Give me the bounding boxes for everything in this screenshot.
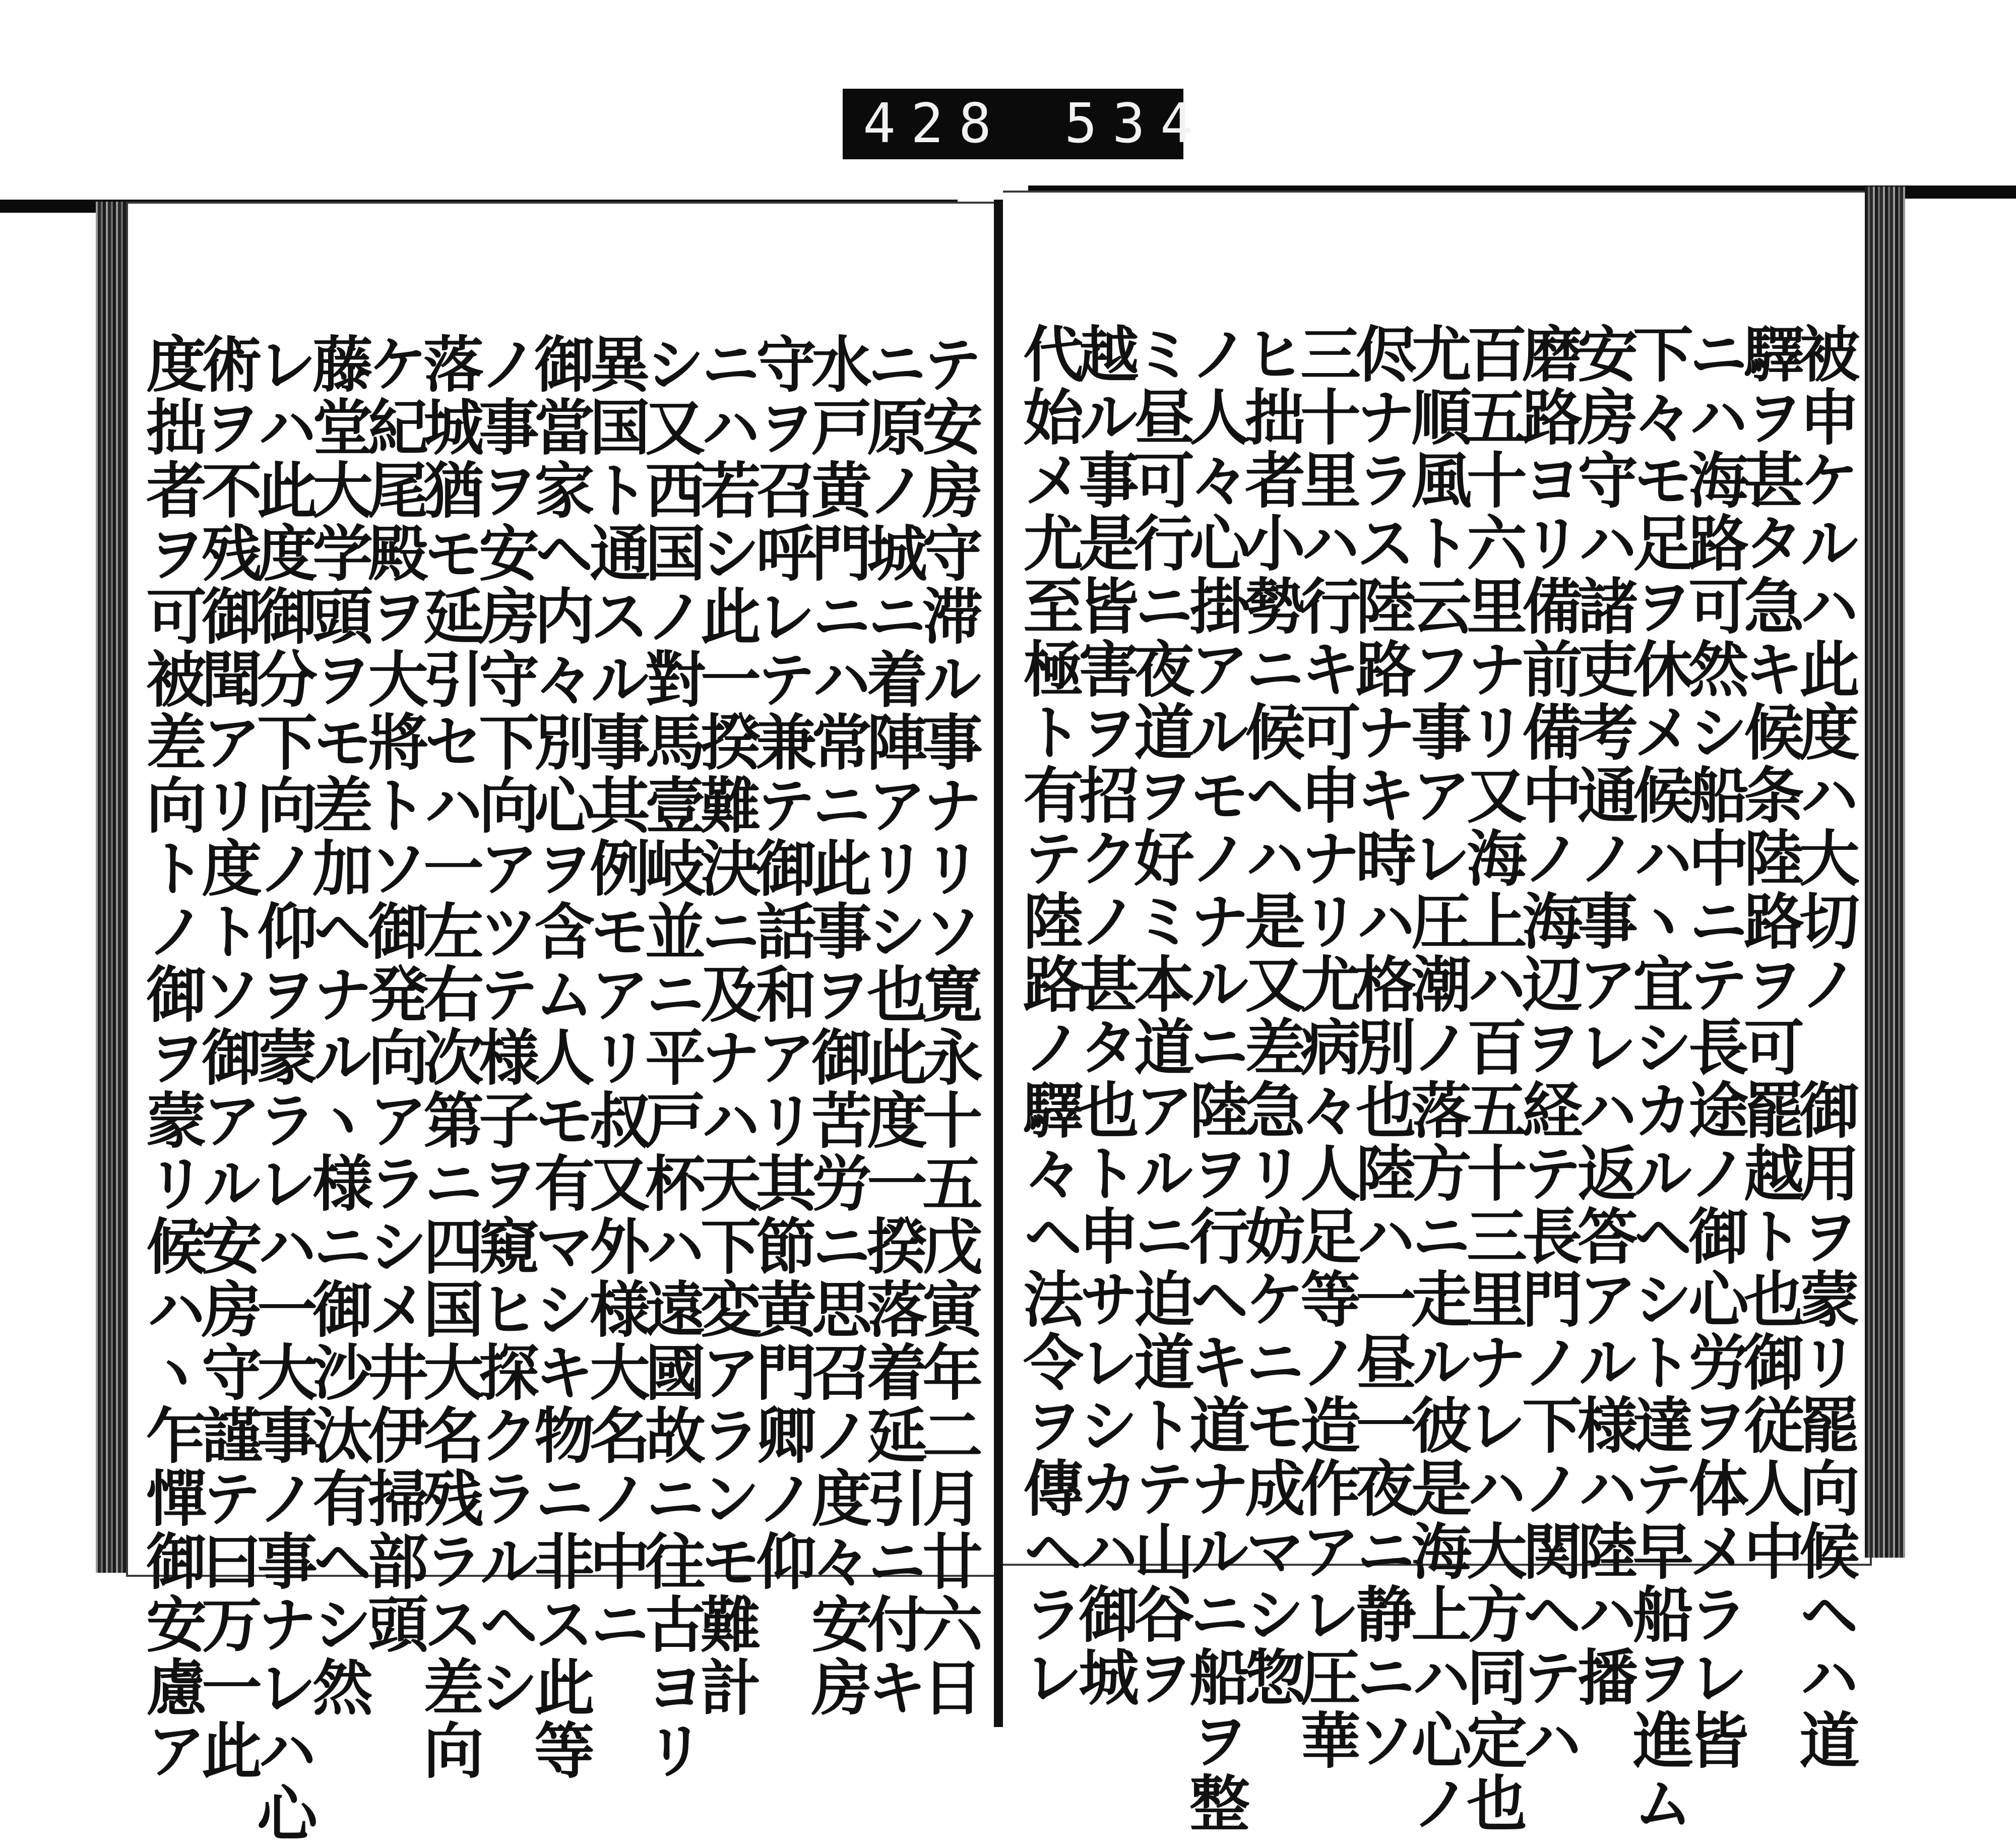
text-column: ニハ若シ此一揆難決ニ及ナハ天下変アランモ難計 [690, 333, 762, 1719]
frame-number-label [843, 89, 1209, 159]
text-column: ケ紀尾殿ヲ大將トソ御発向アラシメ井伊掃部頭 [358, 333, 429, 1656]
frame-number-left: 428 [863, 92, 1007, 155]
text-column: 越ル事是皆害ヲ招クノ甚タ也ト申サレシカハ御城 [1068, 323, 1140, 1709]
text-column: 御當家ヘ内々別心ヲ含ム人モ有マシキ物ニ非ス此等 [524, 333, 595, 1782]
text-column: シ又西国ノ對馬壹岐並ニ平戸杯ハ遠國故ニ往古ヨリ [635, 333, 706, 1782]
text-column: 被申ケルハ此度ハ大切ノ 御用ヲ蒙リ罷向候ヘハ道 [1789, 323, 1860, 1772]
frame-number-right: 534 [1064, 92, 1209, 155]
page-stack-left [96, 202, 126, 1573]
page-stack-right [1865, 187, 1905, 1558]
text-column: 百五十六里ナリ又海上ハ百五十三里ナレハ大方同定也 [1457, 323, 1528, 1835]
text-column: 術ヲ不残御聞アリ度トソ御アル安房守謹テ曰万一此 [192, 333, 263, 1782]
text-column: 異国ト通スル事其例モアリ叔又外様大名ノ中ニ [580, 333, 651, 1656]
text-column: ノ人々心掛アルモノナルニ陸ヲ行ヘキ道ナルニ船ヲ整 [1179, 323, 1250, 1835]
text-column: ミ昼可行ニ夜道ヲ好ミ本道アルニ迫道トテ山谷ヲ [1124, 323, 1195, 1709]
text-column: 度拙者ヲ可被差向トノ御ヲ蒙リ候ハヽ乍憚御安慮ア [136, 333, 207, 1782]
text-column: 安房守ハ諸吏考通ノ事アレハ返答アル様ハ陸ハ播 [1567, 323, 1639, 1709]
text-column: 下々モ足ヲ休メ候ハヽ宜シカルヘシト達テ早船ヲ進ム [1623, 323, 1694, 1835]
right-page-text [1013, 323, 1860, 1835]
text-column: 侭ナラス陸路ナキ時ハ格別也陸ハ一昼一夜ニ静ニソ [1346, 323, 1417, 1772]
text-column: ニハ海路可然シ船中ニテ長途ノ御心労ヲ体メラレ皆 [1678, 323, 1749, 1772]
text-column: 磨路ヨリ備前備中ノ海辺ヲ経テ長門ノ下ノ関ヘテハ [1512, 323, 1583, 1772]
text-column: 尤順風ト云フ事アレ圧潮ノ落方ニ走ル彼是海上ハ心ノ [1401, 323, 1472, 1835]
text-column: 驛ヲ甚タ急キ候条陸路ヲ可罷越ト也御従人中 [1734, 323, 1805, 1583]
text-column: ヒ拙者小勢ニ候ヘハ是又差急リ妨ケニモ成マシ惣 [1235, 323, 1306, 1709]
text-column: 三十里ハ行キ可申ナリ尤病々人足等ノ造作アレ圧華 [1290, 323, 1361, 1772]
text-column: テ安房守滞ル事ナリソ寛永十五戊寅年二月廿六日 [912, 333, 983, 1719]
text-column: レハ此度御分下向ノ仰ヲ蒙ラレハ一大事ノ事ナレハ心 [247, 333, 318, 1845]
text-column: ノ事ヲ安房守下向アツテ様子ヲ窺ヒ探クラルヘシ [469, 333, 540, 1719]
text-column: 代始メ尤至極ト有テ陸路ノ驛々ヘ法令ヲ傳ヘラレ [1013, 323, 1084, 1709]
text-column: 落城猶モ延引セハ一左右次第ニ四国大名残ラス差向 [413, 333, 484, 1782]
text-column: 水戸黄門ニハ常ニ此事ヲ御苦労ニ思召ノ度々安房 [801, 333, 872, 1719]
text-column: 藤堂大学頭ヲモ差加ヘナルヽ様ニ御沙汰有ヘシ然 [302, 333, 373, 1719]
text-column: ニ原ノ城ニ着陣アリシ也此度一揆落着延引ニ付キ [857, 333, 928, 1719]
text-column: 守ヲ召呼レテ兼テ御話和アリ其節黄門卿ノ仰 [746, 333, 817, 1593]
left-page-text [136, 333, 998, 1845]
